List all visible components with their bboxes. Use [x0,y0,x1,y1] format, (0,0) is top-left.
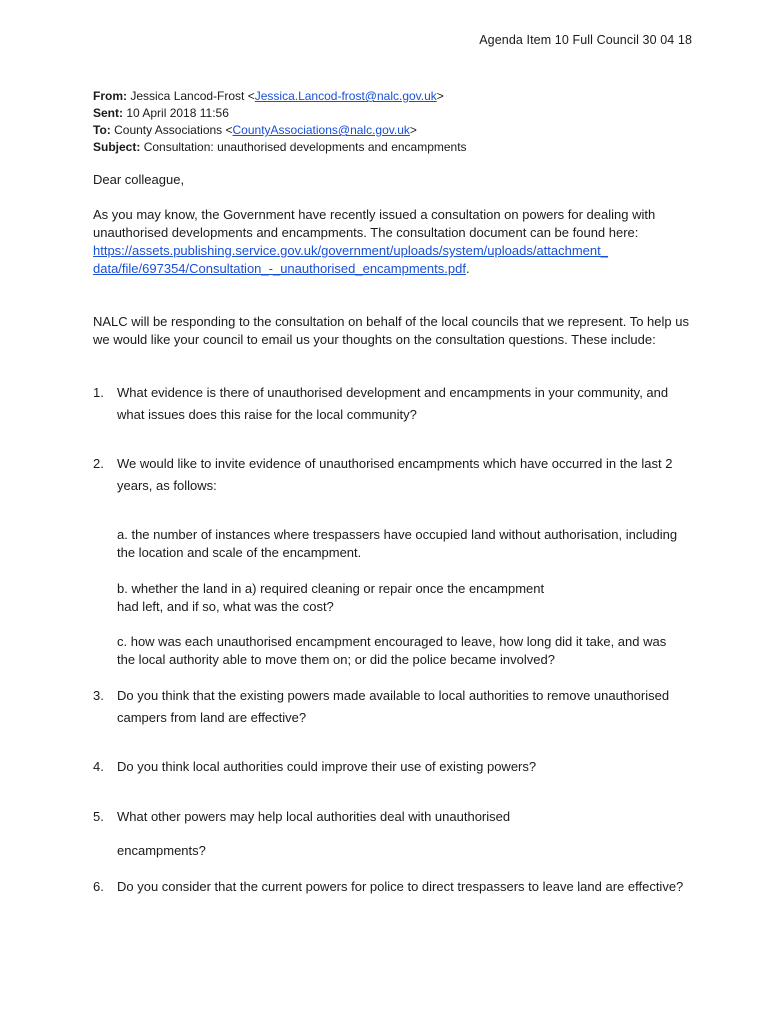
sub-item-b [117,580,687,616]
link-period: . [465,261,470,276]
sub-item-a: a. the number of instances where trespassers have occupied land without authorisation, including the location and scale of the encampment. [117,527,678,560]
question-number: 6. [93,879,104,894]
question-number: 5. [93,809,104,824]
question-text: What evidence is there of unauthorised development and encampments in your community, and what issues does this raise for the local community? [117,385,669,422]
question-4 [93,756,693,778]
subject-label: Subject: [93,140,141,154]
agenda-header: Agenda Item 10 Full Council 30 04 18 [479,33,692,47]
question-number: 4. [93,759,104,774]
to-close: > [409,123,417,137]
sent-value: 10 April 2018 11:56 [126,106,229,120]
question-6 [93,876,693,898]
question-text: We would like to invite evidence of unauthorised encampments which have occurred in the last 2 years, as follows: [117,456,673,493]
question-5 [93,806,693,828]
to-label: To: [93,123,111,137]
intro-text: As you may know, the Government have recently issued a consultation on powers for dealing with unauthorised developments and encampments. The consultation document can be found here: [93,207,656,240]
nalc-paragraph: NALC will be responding to the consultation on behalf of the local councils that we represent. To help us we would like your council to email us your thoughts on the consultation questions. These include: [93,314,689,347]
from-name: Jessica Lancod-Frost < [130,89,255,103]
sub-item-b-line1: b. whether the land in a) required cleaning or repair once the encampment [117,581,545,596]
consultation-link[interactable] [93,243,608,276]
question-number: 2. [93,456,104,471]
subject-row [93,139,467,156]
from-close: > [436,89,444,103]
question-number: 3. [93,688,104,703]
question-text: Do you think that the existing powers made available to local authorities to remove unauthorised campers from land are effective? [117,688,670,725]
question-1 [93,382,693,426]
question-text: Do you consider that the current powers for police to direct trespassers to leave land are effective? [117,879,684,894]
consultation-link-line1: https://assets.publishing.service.gov.uk/government/uploads/system/uploads/attachment_ [93,243,608,258]
intro-paragraph [93,206,693,278]
greeting: Dear colleague, [93,172,185,187]
question-text: Do you think local authorities could improve their use of existing powers? [117,759,537,774]
from-label: From: [93,89,127,103]
sent-label: Sent: [93,106,123,120]
to-name: County Associations < [114,123,233,137]
to-row [93,122,467,139]
sent-row [93,105,467,122]
question-number: 1. [93,385,104,400]
question-5-continuation [93,840,693,862]
from-email-link[interactable]: Jessica.Lancod-frost@nalc.gov.uk [254,89,437,103]
consultation-link-line2: data/file/697354/Consultation_-_unauthorised_encampments.pdf [93,261,466,276]
email-header [93,88,467,156]
question-2 [93,453,693,497]
sub-item-c: c. how was each unauthorised encampment encouraged to leave, how long did it take, and was the local authority able to move them on; or did the police became involved? [117,634,667,667]
subject-value: Consultation: unauthorised developments and encampments [143,140,467,154]
question-text: What other powers may help local authorities deal with unauthorised [117,809,511,824]
from-row [93,88,467,105]
to-email-link[interactable]: CountyAssociations@nalc.gov.uk [232,123,410,137]
question-text-continuation: encampments? [117,843,206,858]
question-3 [93,685,693,729]
sub-item-b-line2: had left, and if so, what was the cost? [117,599,334,614]
